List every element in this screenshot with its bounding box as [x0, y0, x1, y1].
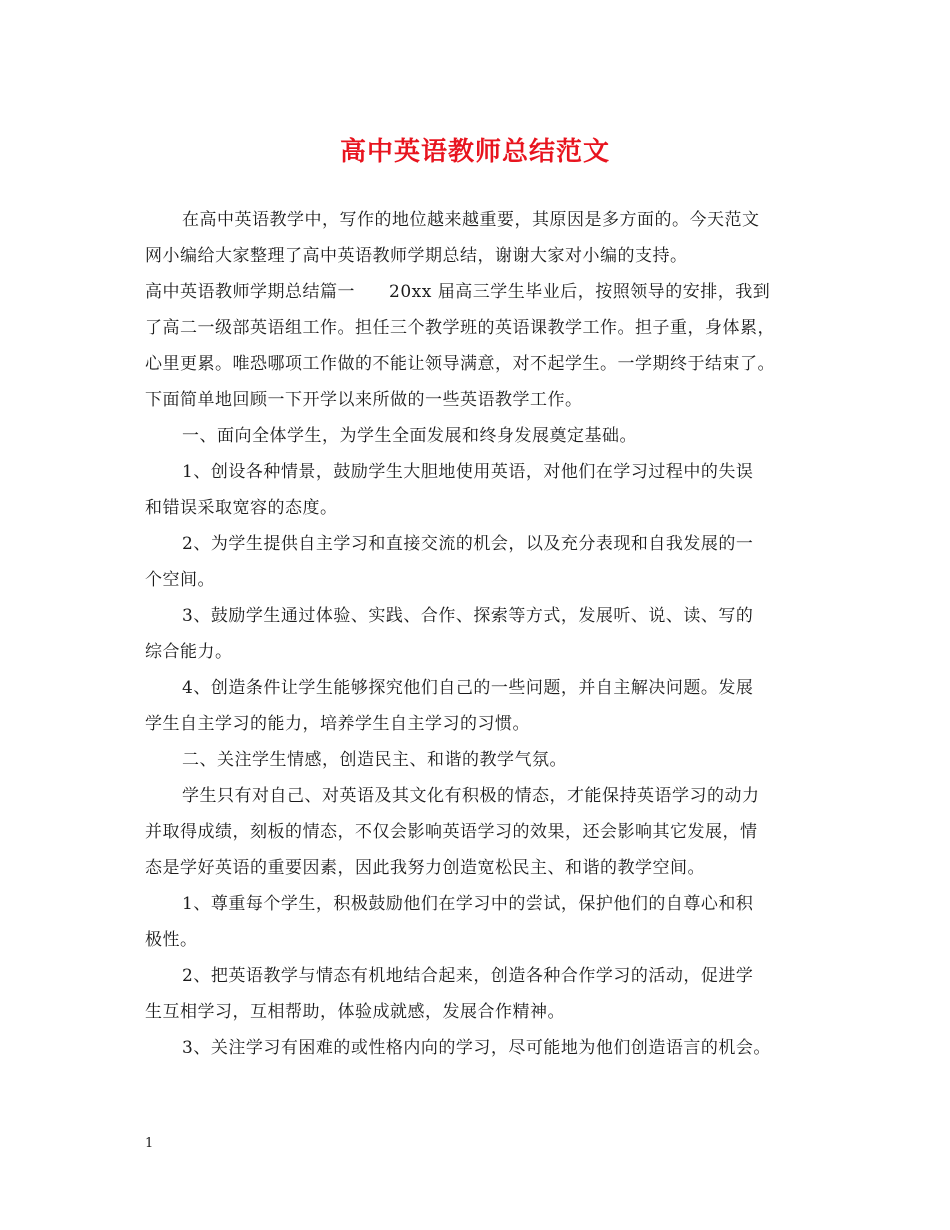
section-heading: 高中英语教师学期总结篇一 [145, 282, 355, 302]
paragraph-line: 在高中英语教学中，写作的地位越来越重要，其原因是多方面的。今天范文 [182, 210, 760, 230]
paragraph-text: 20xx 届高三学生毕业后，按照领导的安排，我到 [389, 282, 771, 302]
paragraph-line: 并取得成绩，刻板的情态，不仅会影响英语学习的效果，还会影响其它发展，情 [145, 822, 758, 842]
paragraph-line: 了高二一级部英语组工作。担任三个教学班的英语课教学工作。担子重，身体累， [145, 318, 775, 338]
list-item: 1、尊重每个学生，积极鼓励他们在学习中的尝试，保护他们的自尊心和积 [182, 894, 754, 914]
paragraph-line: 态是学好英语的重要因素，因此我努力创造宽松民主、和谐的教学空间。 [145, 858, 705, 878]
document-title: 高中英语教师总结范文 [339, 137, 610, 167]
list-item: 3、关注学习有困难的或性格内向的学习，尽可能地为他们创造语言的机会。 [182, 1038, 771, 1058]
list-item: 2、把英语教学与情态有机地结合起来，创造各种合作学习的活动，促进学 [182, 966, 754, 986]
list-item: 1、创设各种情景，鼓励学生大胆地使用英语，对他们在学习过程中的失误 [182, 462, 754, 482]
list-item: 4、创造条件让学生能够探究他们自己的一些问题，并自主解决问题。发展 [182, 678, 754, 698]
list-item: 2、为学生提供自主学习和直接交流的机会，以及充分表现和自我发展的一 [182, 534, 754, 554]
paragraph-line: 网小编给大家整理了高中英语教师学期总结，谢谢大家对小编的支持。 [145, 246, 688, 266]
document-body [145, 202, 813, 1066]
page-number: 1 [145, 1136, 154, 1151]
paragraph-line: 心里更累。唯恐哪项工作做的不能让领导满意，对不起学生。一学期终于结束了。 [145, 354, 775, 374]
paragraph-line [145, 274, 813, 310]
section-heading: 二、关注学生情感，创造民主、和谐的教学气氛。 [182, 750, 567, 770]
paragraph-line: 极性。 [145, 930, 198, 950]
section-heading: 一、面向全体学生，为学生全面发展和终身发展奠定基础。 [182, 426, 637, 446]
paragraph-line: 生互相学习，互相帮助，体验成就感，发展合作精神。 [145, 1002, 565, 1022]
paragraph-line: 和错误采取宽容的态度。 [145, 498, 338, 518]
paragraph-line: 个空间。 [145, 570, 215, 590]
paragraph-line: 综合能力。 [145, 642, 233, 662]
paragraph-line: 学生只有对自己、对英语及其文化有积极的情态，才能保持英语学习的动力 [182, 786, 760, 806]
paragraph-line: 下面简单地回顾一下开学以来所做的一些英语教学工作。 [145, 390, 583, 410]
paragraph-line: 学生自主学习的能力，培养学生自主学习的习惯。 [145, 714, 530, 734]
list-item: 3、鼓励学生通过体验、实践、合作、探索等方式，发展听、说、读、写的 [182, 606, 754, 626]
